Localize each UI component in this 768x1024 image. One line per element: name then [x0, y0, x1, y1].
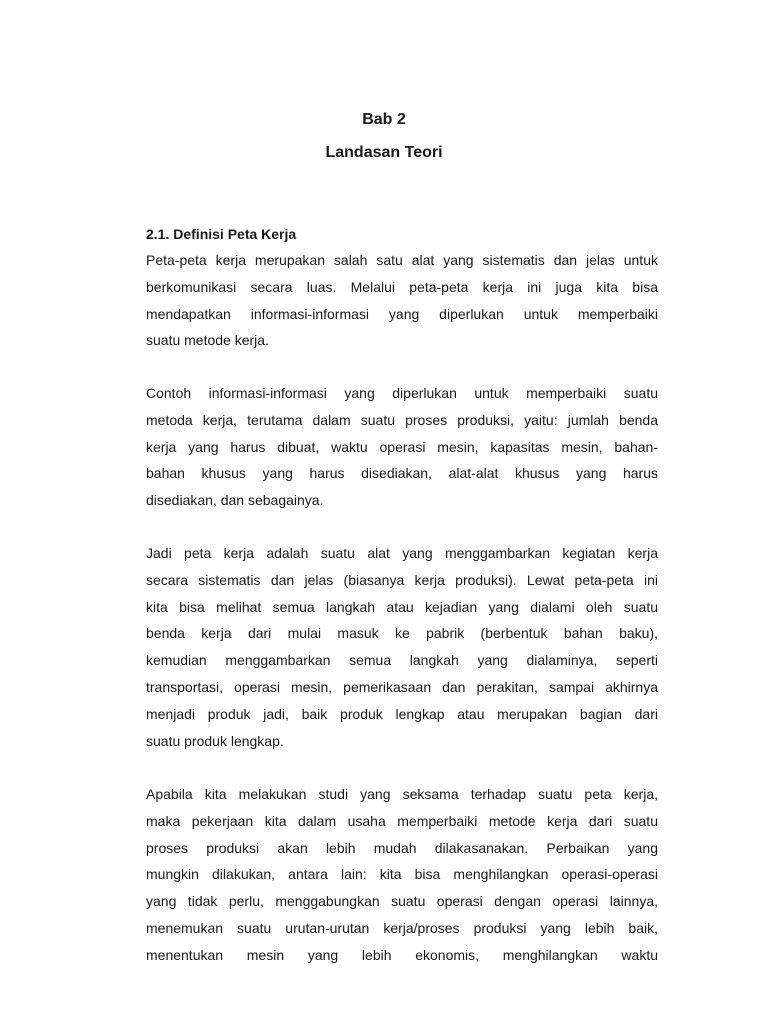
text-line: bahan khusus yang harus disediakan, alat-alat khusus yang harus: [146, 465, 658, 482]
text-line: maka pekerjaan kita dalam usaha memperbaiki metode kerja dari suatu: [146, 812, 658, 829]
text-line: menentukan mesin yang lebih ekonomis, menghilangkan waktu: [146, 946, 658, 963]
text-line: transportasi, operasi mesin, pemerikasaan dan perakitan, sampai akhirnya: [146, 678, 658, 695]
text-line: secara sistematis dan jelas (biasanya kerja produksi). Lewat peta-peta ini: [146, 571, 658, 588]
text-line: kerja yang harus dibuat, waktu operasi mesin, kapasitas mesin, bahan-: [146, 438, 658, 455]
chapter-title: Landasan Teori: [325, 144, 443, 161]
text-line: Peta-peta kerja merupakan salah satu alat yang sistematis dan jelas untuk: [146, 252, 658, 268]
chapter-number: Bab 2: [362, 111, 406, 128]
text-line: mendapatkan informasi-informasi yang diperlukan untuk memperbaiki: [146, 305, 658, 322]
text-line: berkomunikasi secara luas. Melalui peta-peta kerja ini juga kita bisa: [146, 278, 658, 295]
paragraph-2: [146, 380, 658, 514]
text-line: menjadi produk jadi, baik produk lengkap atau merupakan bagian dari: [146, 705, 658, 722]
text-line: mungkin dilakukan, antara lain: kita bisa menghilangkan operasi-operasi: [146, 866, 658, 883]
text-line: kita bisa melihat semua langkah atau kejadian yang dialami oleh suatu: [146, 598, 658, 615]
text-line: benda kerja dari mulai masuk ke pabrik (berbentuk bahan baku),: [146, 625, 658, 642]
paragraph-1: [146, 247, 658, 354]
text-line: proses produksi akan lebih mudah dilakasanakan. Perbaikan yang: [146, 839, 658, 856]
text-line: kemudian menggambarkan semua langkah yang dialaminya, seperti: [146, 652, 658, 669]
text-line: suatu produk lengkap.: [146, 732, 284, 749]
text-line: Contoh informasi-informasi yang diperlukan untuk memperbaiki suatu: [146, 385, 658, 401]
text-line: Apabila kita melakukan studi yang seksama terhadap suatu peta kerja,: [146, 786, 658, 802]
text-line: disediakan, dan sebagainya.: [146, 492, 324, 509]
section-heading: 2.1. Definisi Peta Kerja: [146, 226, 297, 242]
text-line: Jadi peta kerja adalah suatu alat yang menggambarkan kegiatan kerja: [146, 545, 658, 561]
text-line: yang tidak perlu, menggabungkan suatu operasi dengan operasi lainnya,: [146, 893, 658, 910]
text-line: menemukan suatu urutan-urutan kerja/proses produksi yang lebih baik,: [146, 919, 658, 936]
text-line: metoda kerja, terutama dalam suatu proses produksi, yaitu: jumlah benda: [146, 411, 658, 428]
text-line: suatu metode kerja.: [146, 332, 269, 349]
paragraph-4: [146, 781, 658, 969]
paragraph-3: [146, 540, 658, 754]
